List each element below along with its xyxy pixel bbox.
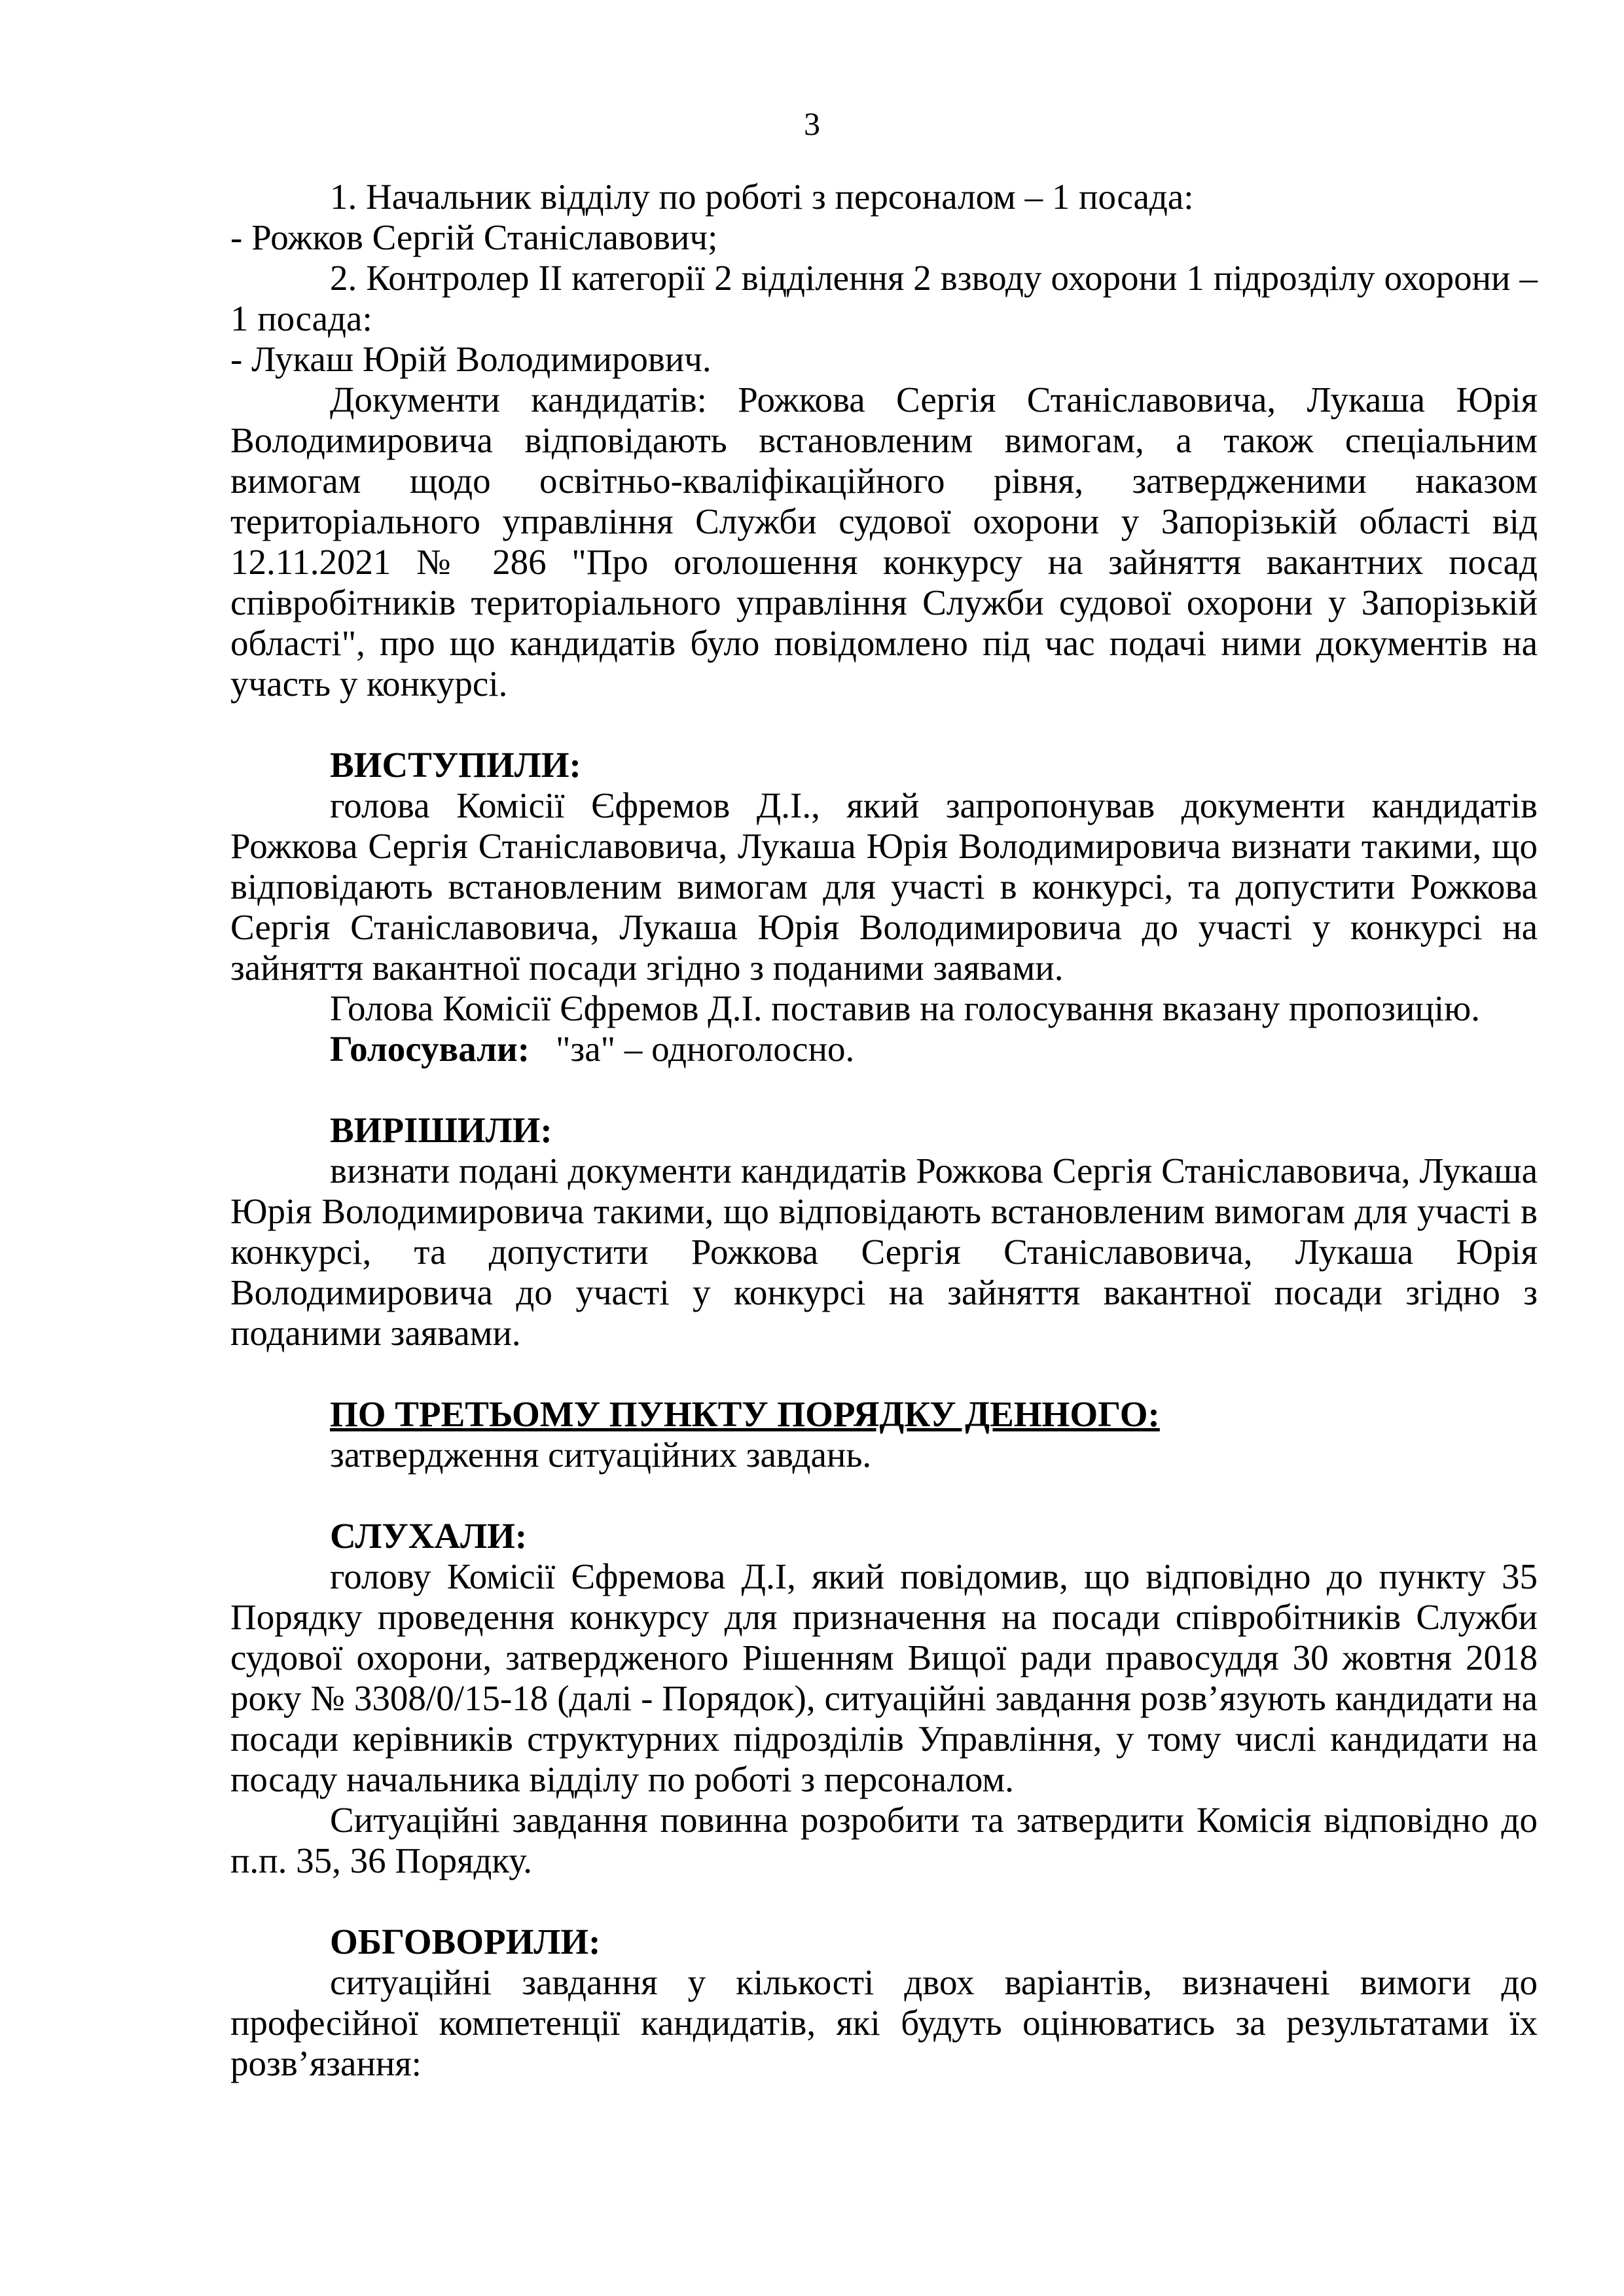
heading-agenda-item-3: ПО ТРЕТЬОМУ ПУНКТУ ПОРЯДКУ ДЕННОГО: bbox=[330, 1394, 1160, 1434]
list-item-2: 2. Контролер ІІ категорії 2 відділення 2 взводу охорони 1 підрозділу охорони – 1 посада: bbox=[230, 258, 1538, 338]
vote-proposal-paragraph: Голова Комісії Єфремов Д.І. поставив на голосування вказану пропозицію. bbox=[330, 988, 1481, 1028]
candidate-1: - Рожков Сергій Станіславович; bbox=[230, 217, 718, 257]
agenda-item-3-text: затвердження ситуаційних завдань. bbox=[330, 1435, 872, 1475]
discussion-paragraph: ситуаційні завдання у кількості двох варіантів, визначені вимоги до професійної компетенції кандидатів, які будуть оцінюватись за результатами їх розв’язання: bbox=[230, 1962, 1538, 2083]
spacer bbox=[230, 704, 1538, 745]
documents-paragraph: Документи кандидатів: Рожкова Сергія Станіславовича, Лукаша Юрія Володимировича відповідають встановленим вимогам, а також спеціальним вимогам щодо освітньо-кваліфікаційного рівня, затвердженими наказом територіального управління Служби судової охорони у Запорізькій області від 12.11.2021 № 286 "Про оголошення конкурсу на зайняття вакантних посад співробітників територіального управління Служби судової охорони у Запорізькій області", про що кандидатів було повідомлено під час подачі ними документів на участь у конкурсі. bbox=[230, 380, 1538, 704]
spacer bbox=[230, 1069, 1538, 1110]
report-paragraph: голову Комісії Єфремова Д.І, який повідомив, що відповідно до пункту 35 Порядку проведення конкурсу для призначення на посади співробітників Служби судової охорони, затвердженого Рішенням Вищої ради правосуддя 30 жовтня 2018 року № 3308/0/15-18 (далі - Порядок), ситуаційні завдання розв’язують кандидати на посади керівників структурних підрозділів Управління, у тому числі кандидати на посаду начальника відділу по роботі з персоналом. bbox=[230, 1556, 1538, 1799]
candidate-2: - Лукаш Юрій Володимирович. bbox=[230, 339, 712, 379]
spacer bbox=[230, 1475, 1538, 1516]
heading-obhovoryly: ОБГОВОРИЛИ: bbox=[330, 1922, 601, 1962]
decision-paragraph: визнати подані документи кандидатів Рожкова Сергія Станіславовича, Лукаша Юрія Володимировича такими, що відповідають встановленим вимогам для участі в конкурсі, та допустити Рожкова Сергія Станіславовича, Лукаша Юрія Володимировича до участі у конкурсі на зайняття вакантної посади згідно з поданими заявами. bbox=[230, 1151, 1538, 1353]
spacer bbox=[230, 1354, 1538, 1394]
speech-paragraph: голова Комісії Єфремов Д.І., який запропонував документи кандидатів Рожкова Сергія Станіславовича, Лукаша Юрія Володимировича визнати такими, що відповідають встановленим вимогам для участі в конкурсі, та допустити Рожкова Сергія Станіславовича, Лукаша Юрія Володимировича до участі у конкурсі на зайняття вакантної посади згідно з поданими заявами. bbox=[230, 785, 1538, 988]
heading-slukhaly: СЛУХАЛИ: bbox=[330, 1516, 528, 1556]
heading-vyrishyly: ВИРІШИЛИ: bbox=[330, 1110, 552, 1150]
vote-value: "за" – одноголосно. bbox=[556, 1029, 855, 1069]
spacer bbox=[230, 1881, 1538, 1922]
page-number: 3 bbox=[804, 105, 820, 142]
tasks-paragraph: Ситуаційні завдання повинна розробити та затвердити Комісія відповідно до п.п. 35, 36 Порядку. bbox=[230, 1800, 1538, 1880]
vote-line bbox=[230, 1029, 1538, 1069]
document-body bbox=[230, 177, 1538, 2084]
heading-vystupyly: ВИСТУПИЛИ: bbox=[330, 745, 581, 785]
vote-label: Голосували: bbox=[330, 1029, 530, 1069]
list-item-1: 1. Начальник відділу по роботі з персоналом – 1 посада: bbox=[330, 177, 1194, 217]
